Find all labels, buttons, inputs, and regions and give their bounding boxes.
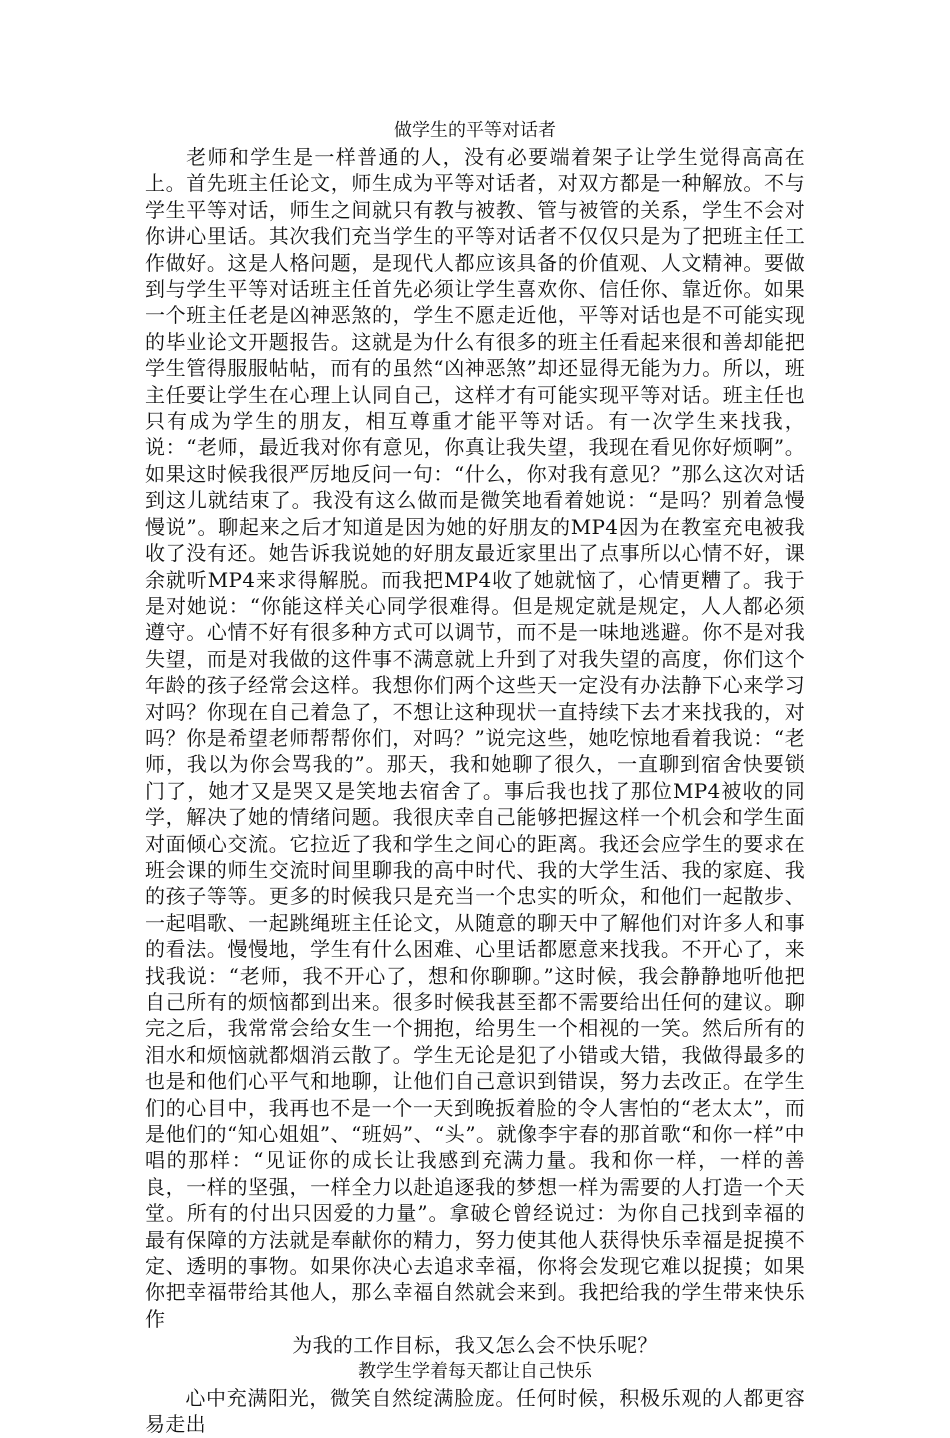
document-page <box>145 118 805 1438</box>
body-paragraph-2 <box>145 1385 805 1438</box>
section-title: 教学生学着每天都让自己快乐 <box>358 1360 592 1382</box>
paragraph-text-2: 心中充满阳光，微笑自然绽满脸庞。任何时候，积极乐观的人都更容易走出 <box>145 1385 805 1437</box>
body-paragraph <box>145 144 805 1359</box>
paragraph-text: 老师和学生是一样普通的人，没有必要端着架子让学生觉得高高在上。首先班主任论文，师生成为平等对话者，对双方都是一种解放。不与学生平等对话，师生之间就只有教与被教、管与被管的关系，学生不会对你讲心里话。其次我们充当学生的平等对话者不仅仅只是为了把班主任工作做好。这是人格问题，是现代人都应该具备的价值观、人文精神。要做到与学生平等对话班主任首先必须让学生喜欢你、信任你、靠近你。如果一个班主任老是凶神恶煞的，学生不愿走近他，平等对话也是不可能实现的毕业论文开题报告。这就是为什么有很多的班主任看起来很和善却能把学生管得服服帖帖，而有的虽然“凶神恶煞”却还显得无能为力。所以，班主任要让学生在心理上认同自己，这样才有可能实现平等对话。班主任也只有成为学生的朋友，相互尊重才能平等对话。有一次学生来找我，说：“老师，最近我对你有意见，你真让我失望，我现在看见你好烦啊”。如果这时候我很严厉地反问一句：“什么，你对我有意见？”那么这次对话到这儿就结束了。我没有这么做而是微笑地看着她说：“是吗？别着急慢慢说”。聊起来之后才知道是因为她的好朋友的MP4因为在教室充电被我收了没有还。她告诉我说她的好朋友最近家里出了点事所以心情不好，课余就听MP4来求得解脱。而我把MP4收了她就恼了，心情更糟了。我于是对她说：“你能这样关心同学很难得。但是规定就是规定，人人都必须遵守。心情不好有很多种方式可以调节，而不是一味地逃避。你不是对我失望，而是对我做的这件事不满意就上升到了对我失望的高度，你们这个年龄的孩子经常会这样。我想你们两个这些天一定没有办法静下心来学习对吗？你现在自己着急了，不想让这种现状一直持续下去才来找我的，对吗？你是希望老师帮帮你们，对吗？”说完这些，她吃惊地看着我说：“老师，我以为你会骂我的”。那天，我和她聊了很久，一直聊到宿舍快要锁门了，她才又是哭又是笑地去宿舍了。事后我也找了那位MP4被收的同学，解决了她的情绪问题。我很庆幸自己能够把握这样一个机会和学生面对面倾心交流。它拉近了我和学生之间心的距离。我还会应学生的要求在班会课的师生交流时间里聊我的高中时代、我的大学生活、我的家庭、我的孩子等等。更多的时候我只是充当一个忠实的听众，和他们一起散步、一起唱歌、一起跳绳班主任论文，从随意的聊天中了解他们对许多人和事的看法。慢慢地，学生有什么困难、心里话都愿意来找我。不开心了，来找我说：“老师，我不开心了，想和你聊聊。”这时候，我会静静地听他把自己所有的烦恼都到出来。很多时候我甚至都不需要给出任何的建议。聊完之后，我常常会给女生一个拥抱，给男生一个相视的一笑。然后所有的泪水和烦恼就都烟消云散了。学生无论是犯了小错或大错，我做得最多的也是和他们心平气和地聊，让他们自己意识到错误，努力去改正。在学生们的心目中，我再也不是一个一天到晚扳着脸的令人害怕的“老太太”，而是他们的“知心姐姐”、“班妈”、“头”。就像李宇春的那首歌“和你一样”中唱的那样：“见证你的成长让我感到充满力量。我和你一样，一样的善良，一样的坚强，一样全力以赴追逐我的梦想一样为需要的人打造一个天堂。所有的付出只因爱的力量”。拿破仑曾经说过：为你自己找到幸福的最有保障的方法就是奉献你的精力，努力使其他人获得快乐幸福是捉摸不定、透明的事物。如果你决心去追求幸福，你将会发现它难以捉摸；如果你把幸福带给其他人，那么幸福自然就会来到。我把给我的学生带来快乐作 <box>145 145 805 1331</box>
paragraph-closing-line: 为我的工作目标，我又怎么会不快乐呢？ <box>292 1333 658 1358</box>
document-title: 做学生的平等对话者 <box>394 120 556 141</box>
